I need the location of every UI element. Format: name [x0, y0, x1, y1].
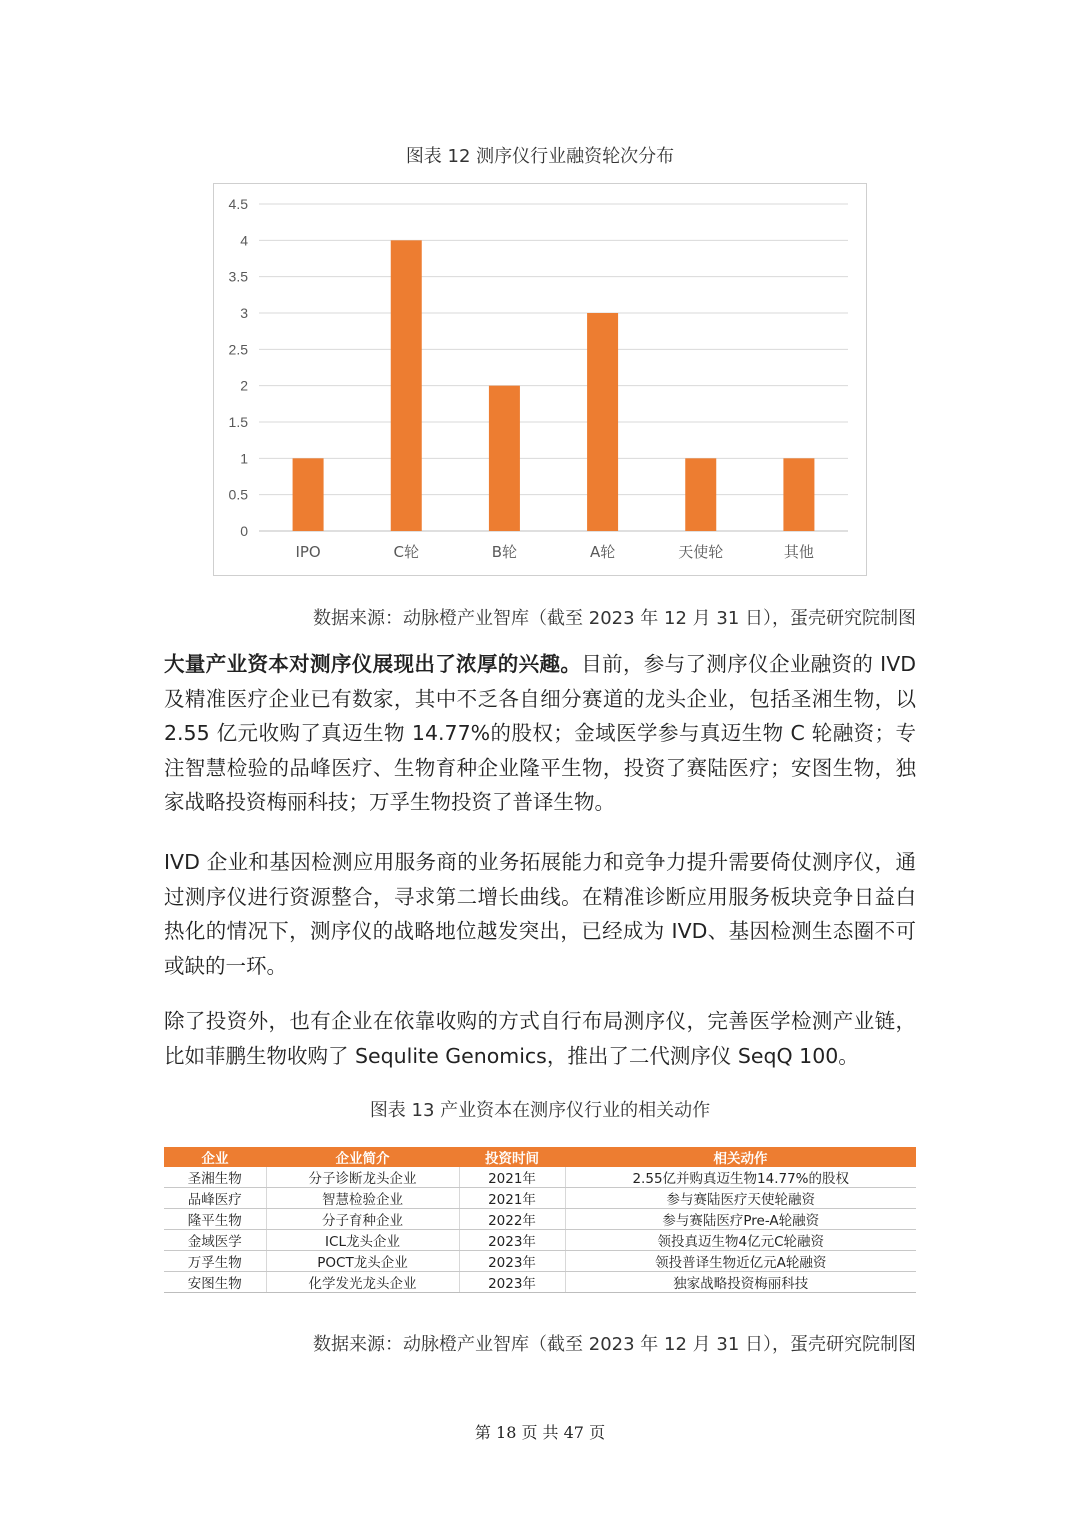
table-cell: 2022年: [459, 1209, 565, 1230]
table-cell: 分子诊断龙头企业: [266, 1167, 459, 1188]
funding-round-chart: [213, 183, 867, 576]
table-cell: 万孚生物: [164, 1251, 266, 1272]
y-tick-label: 0.5: [228, 486, 248, 503]
table-cell: 圣湘生物: [164, 1167, 266, 1188]
table-cell: 2021年: [459, 1167, 565, 1188]
bar: [489, 386, 520, 531]
y-tick-label: 0: [240, 523, 248, 539]
paragraph-1: [164, 647, 916, 820]
table-row: [164, 1167, 916, 1188]
table-cell: 参与赛陆医疗Pre-A轮融资: [565, 1209, 916, 1230]
x-tick-label: 其他: [783, 543, 814, 561]
table-cell: 安图生物: [164, 1272, 266, 1293]
table-cell: 2023年: [459, 1272, 565, 1293]
table-cell: ICL龙头企业: [266, 1230, 459, 1251]
bar: [293, 458, 324, 531]
table-cell: 隆平生物: [164, 1209, 266, 1230]
table-cell: 2.55亿并购真迈生物14.77%的股权: [565, 1167, 916, 1188]
table-cell: 领投普译生物近亿元A轮融资: [565, 1251, 916, 1272]
table-cell: 参与赛陆医疗天使轮融资: [565, 1188, 916, 1209]
capital-actions-table: [164, 1147, 916, 1293]
y-tick-label: 3.5: [228, 268, 248, 285]
figure-12-source: 数据来源：动脉橙产业智库（截至 2023 年 12 月 31 日），蛋壳研究院制图: [313, 608, 916, 629]
bar: [391, 240, 422, 531]
table-cell: 金域医学: [164, 1230, 266, 1251]
table-header-cell: 相关动作: [565, 1147, 916, 1167]
y-tick-label: 1: [240, 450, 248, 467]
table-row: [164, 1251, 916, 1272]
table-cell: 2023年: [459, 1230, 565, 1251]
table-cell: 品峰医疗: [164, 1188, 266, 1209]
figure-12-caption: 图表 12 测序仪行业融资轮次分布: [405, 146, 675, 167]
table-cell: 智慧检验企业: [266, 1188, 459, 1209]
table-header-cell: 企业简介: [266, 1147, 459, 1167]
table-cell: 领投真迈生物4亿元C轮融资: [565, 1230, 916, 1251]
bar: [783, 458, 814, 531]
paragraph-1-body: 目前，参与了测序仪企业融资的 IVD 及精准医疗企业已有数家，其中不乏各自细分赛道的龙头企业，包括圣湘生物，以 2.55 亿元收购了真迈生物 14.77%的股权；金域医学参与真迈生物 C 轮融资；专注智慧检验的品峰医疗、生物育种企业隆平生物，投资了赛陆医疗；安图生物，独家战略投资梅丽科技；万孚生物投资了普译生物。: [164, 652, 917, 814]
y-tick-label: 2: [240, 377, 248, 394]
table-cell: 独家战略投资梅丽科技: [565, 1272, 916, 1293]
bar: [587, 313, 618, 531]
y-tick-label: 1.5: [228, 414, 248, 430]
paragraph-2: IVD 企业和基因检测应用服务商的业务拓展能力和竞争力提升需要倚仗测序仪，通过测序仪进行资源整合，寻求第二增长曲线。在精准诊断应用服务板块竞争日益白热化的情况下，测序仪的战略地位越发突出，已经成为 IVD、基因检测生态圈不可或缺的一环。: [164, 850, 916, 978]
table-cell: 分子育种企业: [266, 1209, 459, 1230]
figure-13-source: 数据来源：动脉橙产业智库（截至 2023 年 12 月 31 日），蛋壳研究院制图: [313, 1334, 916, 1355]
table-header-cell: 投资时间: [459, 1147, 565, 1167]
table-row: [164, 1230, 916, 1251]
bar: [685, 458, 716, 531]
table-header-cell: 企业: [164, 1147, 266, 1167]
table-row: [164, 1272, 916, 1293]
x-tick-label: 天使轮: [678, 543, 724, 561]
table-cell: 化学发光龙头企业: [266, 1272, 459, 1293]
table-row: [164, 1188, 916, 1209]
paragraph-3: 除了投资外，也有企业在依靠收购的方式自行布局测序仪，完善医学检测产业链，比如菲鹏生物收购了 Sequlite Genomics，推出了二代测序仪 SeqQ 100。: [164, 1009, 916, 1068]
bar-chart-svg: [214, 184, 868, 577]
page-number: 第 18 页 共 47 页: [474, 1423, 606, 1442]
x-tick-label: C轮: [393, 543, 419, 561]
table-header-row: [164, 1147, 916, 1167]
y-tick-label: 2.5: [228, 341, 248, 358]
x-tick-label: B轮: [491, 543, 518, 561]
table-cell: POCT龙头企业: [266, 1251, 459, 1272]
x-tick-label: IPO: [295, 543, 321, 561]
figure-13-caption: 图表 13 产业资本在测序仪行业的相关动作: [369, 1100, 711, 1121]
table-cell: 2021年: [459, 1188, 565, 1209]
paragraph-1-lead: 大量产业资本对测序仪展现出了浓厚的兴趣。: [164, 652, 582, 676]
table-cell: 2023年: [459, 1251, 565, 1272]
y-tick-label: 4.5: [228, 196, 248, 212]
y-tick-label: 4: [240, 232, 248, 249]
table-row: [164, 1209, 916, 1230]
y-tick-label: 3: [240, 305, 248, 321]
x-tick-label: A轮: [589, 543, 616, 561]
